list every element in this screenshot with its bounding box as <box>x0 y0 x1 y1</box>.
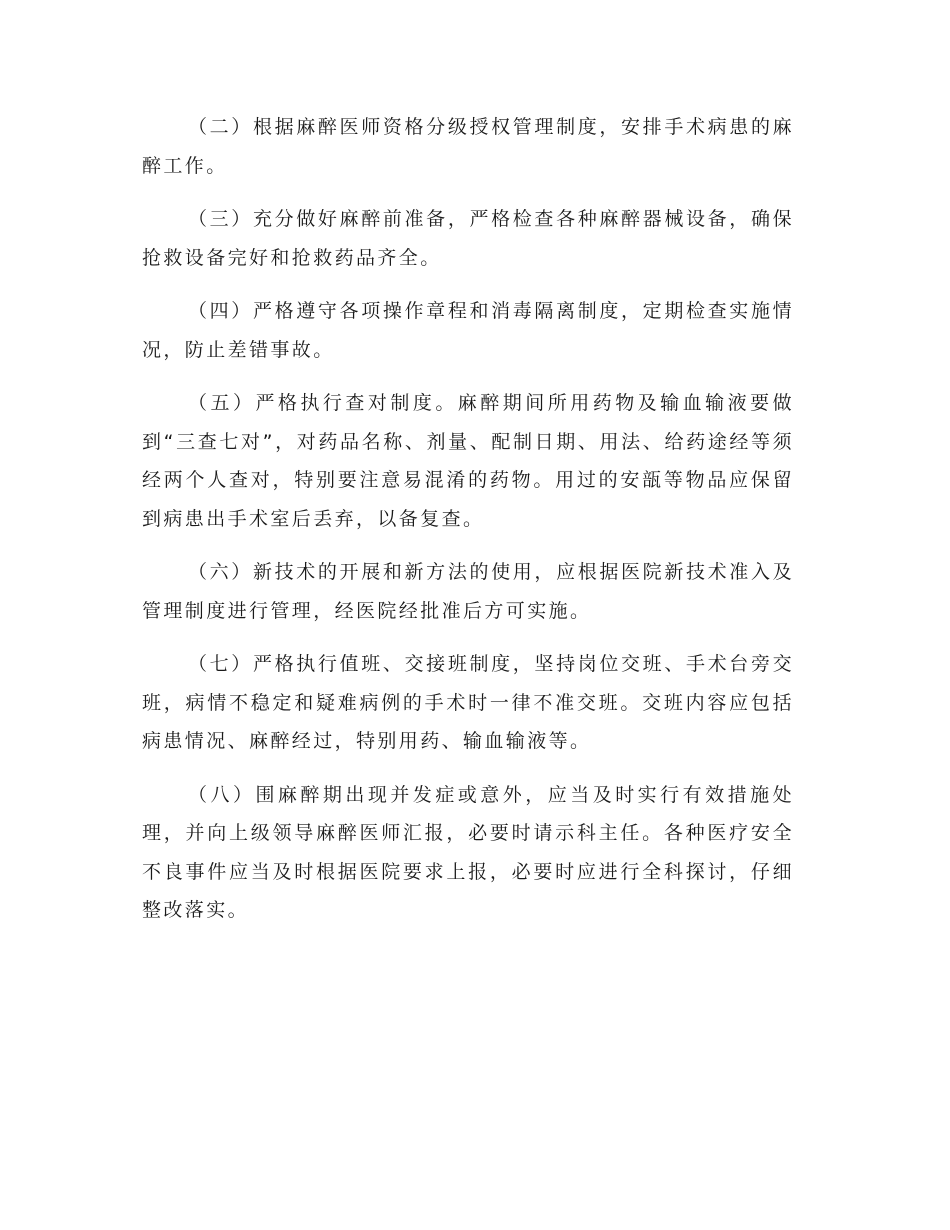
paragraph-3: （三）充分做好麻醉前准备，严格检查各种麻醉器械设备，确保抢救设备完好和抢救药品齐全。 <box>142 208 794 269</box>
paragraph-6: （六）新技术的开展和新方法的使用，应根据医院新技术准入及管理制度进行管理，经医院经批准后方可实施。 <box>142 561 794 622</box>
document-body <box>142 108 794 945</box>
paragraph-4: （四）严格遵守各项操作章程和消毒隔离制度，定期检查实施情况，防止差错事故。 <box>142 300 794 361</box>
paragraph-8: （八）围麻醉期出现并发症或意外，应当及时实行有效措施处理，并向上级领导麻醉医师汇报，必要时请示科主任。各种医疗安全不良事件应当及时根据医院要求上报，必要时应进行全科探讨，仔细整改落实。 <box>142 783 794 921</box>
paragraph-2: （二）根据麻醉医师资格分级授权管理制度，安排手术病患的麻醉工作。 <box>142 116 794 177</box>
paragraph-5: （五）严格执行查对制度。麻醉期间所用药物及输血输液要做到“三查七对”，对药品名称、剂量、配制日期、用法、给药途经等须经两个人查对，特别要注意易混淆的药物。用过的安瓿等物品应保留到病患出手术室后丢弃，以备复查。 <box>142 392 794 530</box>
paragraph-7: （七）严格执行值班、交接班制度，坚持岗位交班、手术台旁交班，病情不稳定和疑难病例的手术时一律不准交班。交班内容应包括病患情况、麻醉经过，特别用药、输血输液等。 <box>142 653 794 752</box>
